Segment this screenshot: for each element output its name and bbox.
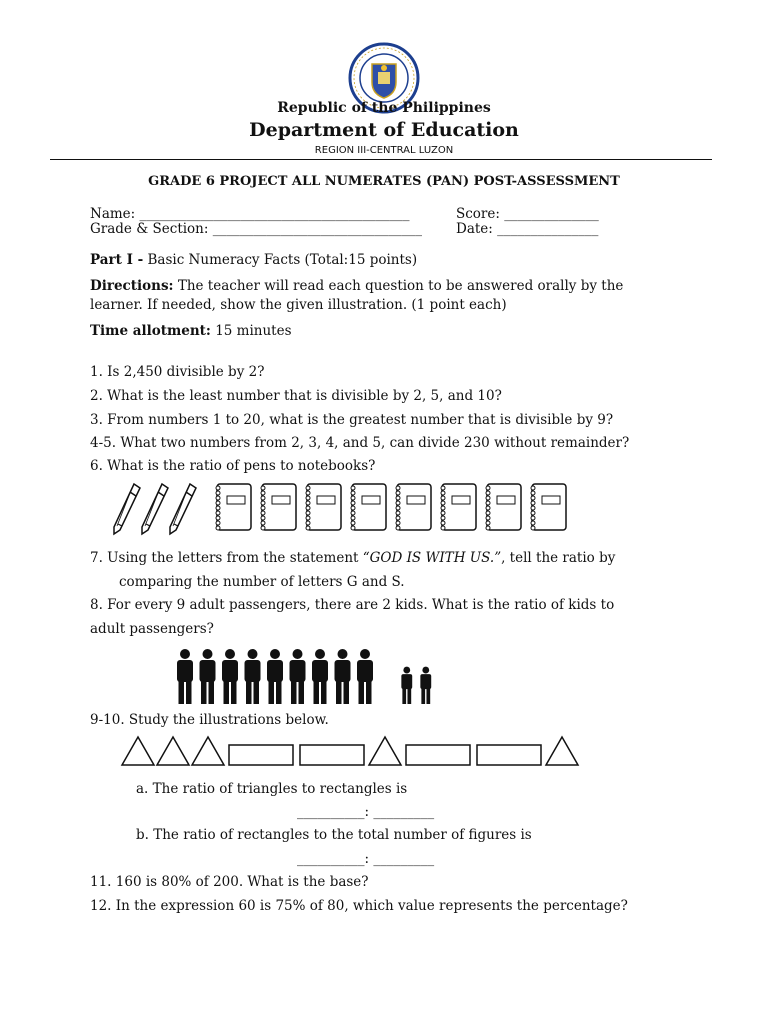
- question-9b-answer-blank: __________: _________: [297, 851, 435, 867]
- score-field: Score: ______________: [456, 206, 599, 222]
- pen-icon: [114, 484, 140, 534]
- question-9a-answer-blank: __________: _________: [297, 804, 435, 820]
- question-8: 8. For every 9 adult passengers, there are 2 kids. What is the ratio of kids to: [90, 597, 615, 613]
- notebook-icon: [396, 484, 431, 530]
- pen-icon: [170, 484, 196, 534]
- question-9b: b. The ratio of rectangles to the total number of figures is: [136, 827, 532, 843]
- adult-icon: [335, 649, 351, 704]
- time-allotment: [90, 323, 292, 339]
- question-4-5: 4-5. What two numbers from 2, 3, 4, and 5, can divide 230 without remainder?: [90, 435, 630, 451]
- question-7: [90, 550, 615, 566]
- region-text: REGION III-CENTRAL LUZON: [314, 145, 454, 156]
- question-6: 6. What is the ratio of pens to notebooks?: [90, 458, 376, 474]
- republic-text: Republic of the Philippines: [277, 100, 491, 116]
- question-7-text: 7. Using the letters from the statement: [90, 550, 363, 566]
- question-7-quote: “GOD IS WITH US.”: [362, 550, 502, 566]
- question-9-10: 9-10. Study the illustrations below.: [90, 712, 329, 728]
- triangle-shape: [546, 737, 578, 765]
- department-text: Department of Education: [249, 119, 519, 141]
- adult-icon: [200, 649, 216, 704]
- notebook-icon: [531, 484, 566, 530]
- triangle-shape: [192, 737, 224, 765]
- triangle-shape: [157, 737, 189, 765]
- question-7-continued: comparing the number of letters G and S.: [119, 574, 405, 590]
- pens-notebooks-illustration: [108, 480, 588, 540]
- triangle-shape: [369, 737, 401, 765]
- adult-icon: [357, 649, 373, 704]
- part1-label: Part I -: [90, 252, 144, 268]
- name-field: Name: ________________________________________: [90, 206, 410, 222]
- question-2: 2. What is the least number that is divisible by 2, 5, and 10?: [90, 388, 502, 404]
- shapes-illustration: [122, 735, 592, 767]
- adult-icon: [290, 649, 306, 704]
- header-divider: [50, 159, 712, 160]
- adult-icon: [267, 649, 283, 704]
- directions-line1: [90, 278, 623, 294]
- notebook-icon: [261, 484, 296, 530]
- question-7-text-end: , tell the ratio by: [501, 550, 616, 566]
- time-text: 15 minutes: [210, 323, 292, 339]
- kid-icon: [401, 667, 412, 704]
- rectangle-shape: [406, 745, 470, 765]
- adult-icon: [245, 649, 261, 704]
- page-title: GRADE 6 PROJECT ALL NUMERATES (PAN) POST-ASSESSMENT: [148, 174, 620, 189]
- pen-icon: [142, 484, 168, 534]
- grade-section-field: Grade & Section: _______________________________: [90, 221, 422, 237]
- question-8-continued: adult passengers?: [90, 621, 214, 637]
- rectangle-shape: [300, 745, 364, 765]
- directions-line2: learner. If needed, show the given illustration. (1 point each): [90, 297, 507, 313]
- kid-icon: [420, 667, 431, 704]
- question-11: 11. 160 is 80% of 200. What is the base?: [90, 874, 369, 890]
- notebook-icon: [216, 484, 251, 530]
- adult-icon: [312, 649, 328, 704]
- question-1: 1. Is 2,450 divisible by 2?: [90, 364, 265, 380]
- question-9a: a. The ratio of triangles to rectangles is: [136, 781, 408, 797]
- notebook-icon: [486, 484, 521, 530]
- adult-icon: [222, 649, 238, 704]
- directions-label: Directions:: [90, 278, 174, 294]
- notebook-icon: [441, 484, 476, 530]
- question-3: 3. From numbers 1 to 20, what is the greatest number that is divisible by 9?: [90, 412, 614, 428]
- date-field: Date: _______________: [456, 221, 599, 237]
- time-label: Time allotment:: [90, 323, 211, 339]
- part1-text: Basic Numeracy Facts (Total:15 points): [143, 252, 418, 268]
- notebook-icon: [306, 484, 341, 530]
- passengers-illustration: [170, 648, 450, 706]
- rectangle-shape: [477, 745, 541, 765]
- part1-heading: [90, 252, 417, 268]
- notebook-icon: [351, 484, 386, 530]
- adult-icon: [177, 649, 193, 704]
- triangle-shape: [122, 737, 154, 765]
- directions-text1: The teacher will read each question to be answered orally by the: [173, 278, 624, 294]
- rectangle-shape: [229, 745, 293, 765]
- question-12: 12. In the expression 60 is 75% of 80, which value represents the percentage?: [90, 898, 628, 914]
